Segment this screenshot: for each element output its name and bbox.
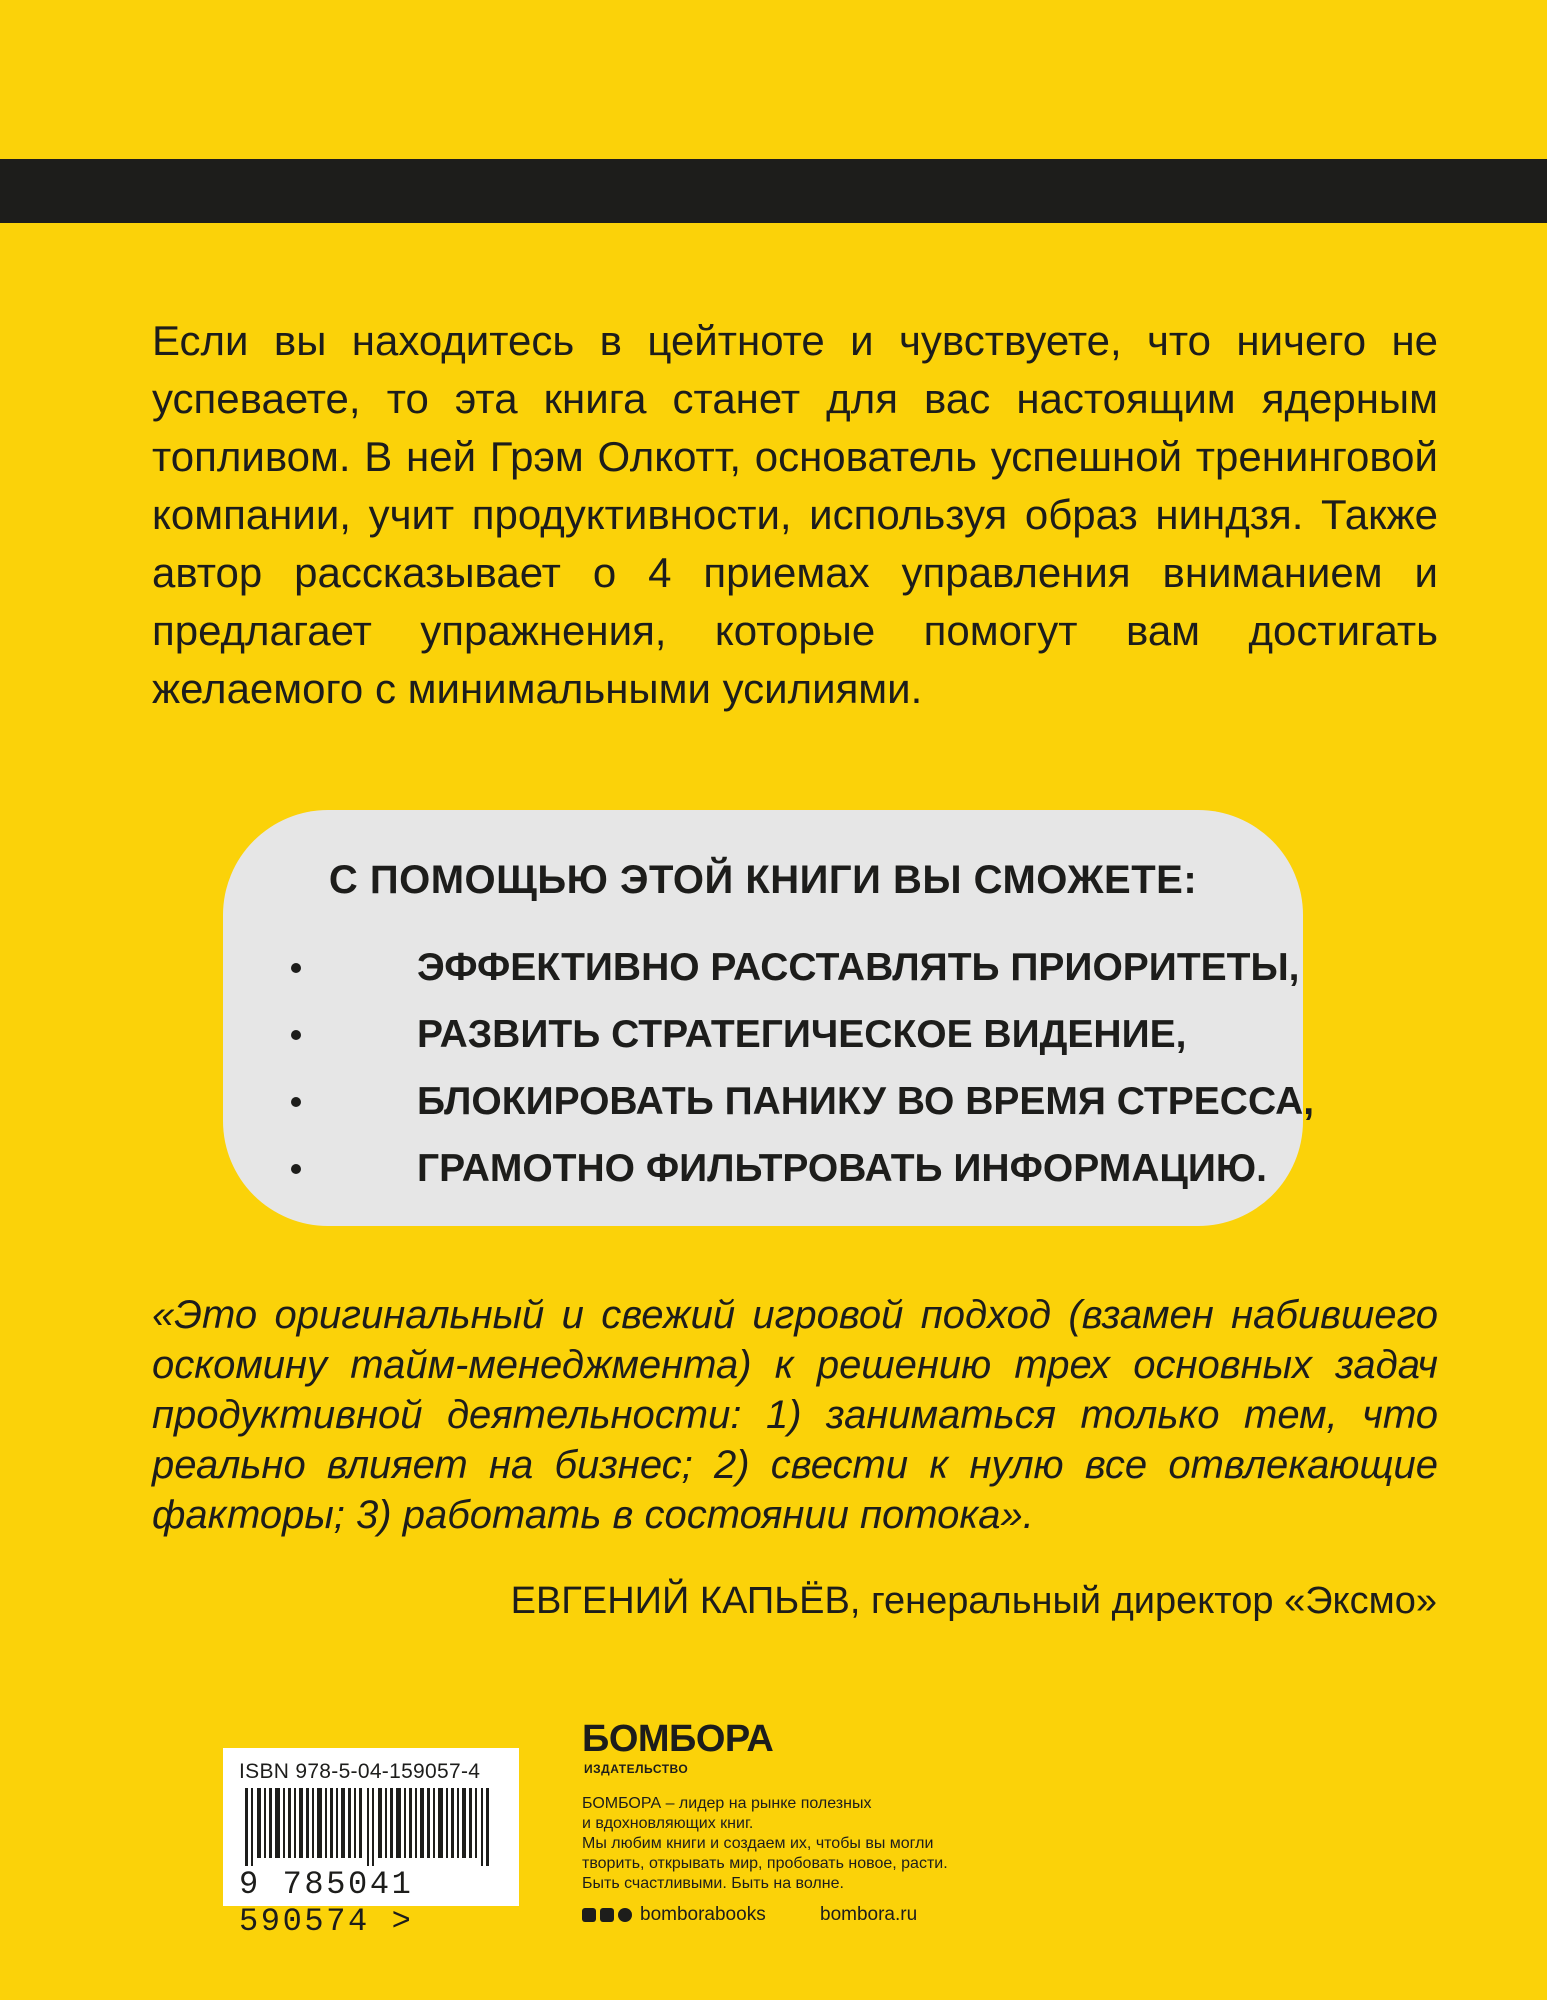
publisher-logo: БОМБОРА [582, 1718, 774, 1760]
quote-attribution [511, 1576, 1437, 1626]
intro-paragraph: Если вы находитесь в цейтноте и чувствуете, что ничего не успеваете, то эта книга станет для вас настоящим ядерным топливом. В ней Грэм Олкотт, основатель успешной тренинговой компании, учит продуктивности, используя образ ниндзя. Также автор рассказывает о 4 приемах управления вниманием и предлагает упражнения, которые помогут вам достигать желаемого с минимальными усилиями. [152, 317, 1438, 712]
benefit-text: БЛОКИРОВАТЬ ПАНИКУ ВО ВРЕМЯ СТРЕССА, [417, 1080, 1315, 1123]
top-black-band [0, 159, 1547, 223]
isbn-barcode [223, 1748, 519, 1940]
benefit-text: РАЗВИТЬ СТРАТЕГИЧЕСКОЕ ВИДЕНИЕ, [417, 1013, 1187, 1056]
benefit-item [291, 1001, 1314, 1068]
publisher-description: БОМБОРА – лидер на рынке полезных и вдохновляющих книг. Мы любим книги и создаем их, чтобы вы могли творить, открывать мир, пробовать новое, расти. Быть счастливыми. Быть на волне. [582, 1795, 948, 1892]
social-handle: bomborabooks [640, 1904, 766, 1925]
bullet-icon [291, 1164, 301, 1174]
instagram-icon [618, 1908, 632, 1922]
barcode-icon [235, 1788, 507, 1866]
benefits-box [223, 810, 1315, 1226]
barcode-digits: 9 785041 590574 > [239, 1866, 414, 1940]
review-quote: «Это оригинальный и свежий игровой подход (взамен набившего оскомину тайм-менеджмента) к решению трех основных задач продуктивной деятельности: 1) заниматься только тем, что реально влияет на бизнес; 2) свести к нулю все отвлекающие факторы; 3) работать в состоянии потока». [152, 1293, 1438, 1537]
benefit-item [291, 1068, 1314, 1135]
facebook-icon [582, 1908, 596, 1922]
benefit-item [291, 934, 1314, 1001]
bullet-icon [291, 963, 301, 973]
benefit-item [291, 1135, 1314, 1202]
benefits-list [291, 934, 1314, 1202]
publisher-logo-subtitle: ИЗДАТЕЛЬСТВО [584, 1762, 689, 1776]
benefits-title: С ПОМОЩЬЮ ЭТОЙ КНИГИ ВЫ СМОЖЕТЕ: [328, 858, 1198, 902]
social-icons [582, 1908, 632, 1922]
benefit-text: ГРАМОТНО ФИЛЬТРОВАТЬ ИНФОРМАЦИЮ. [417, 1147, 1267, 1190]
vk-icon [600, 1908, 614, 1922]
isbn-label: ISBN 978-5-04-159057-4 [239, 1760, 481, 1783]
attribution-name: ЕВГЕНИЙ КАПЬЁВ [510, 1580, 850, 1622]
publisher-website: bombora.ru [820, 1904, 918, 1925]
benefit-text: ЭФФЕКТИВНО РАССТАВЛЯТЬ ПРИОРИТЕТЫ, [417, 946, 1300, 989]
attribution-role: , генеральный директор «Эксмо» [849, 1580, 1437, 1622]
bullet-icon [291, 1097, 301, 1107]
bullet-icon [291, 1030, 301, 1040]
